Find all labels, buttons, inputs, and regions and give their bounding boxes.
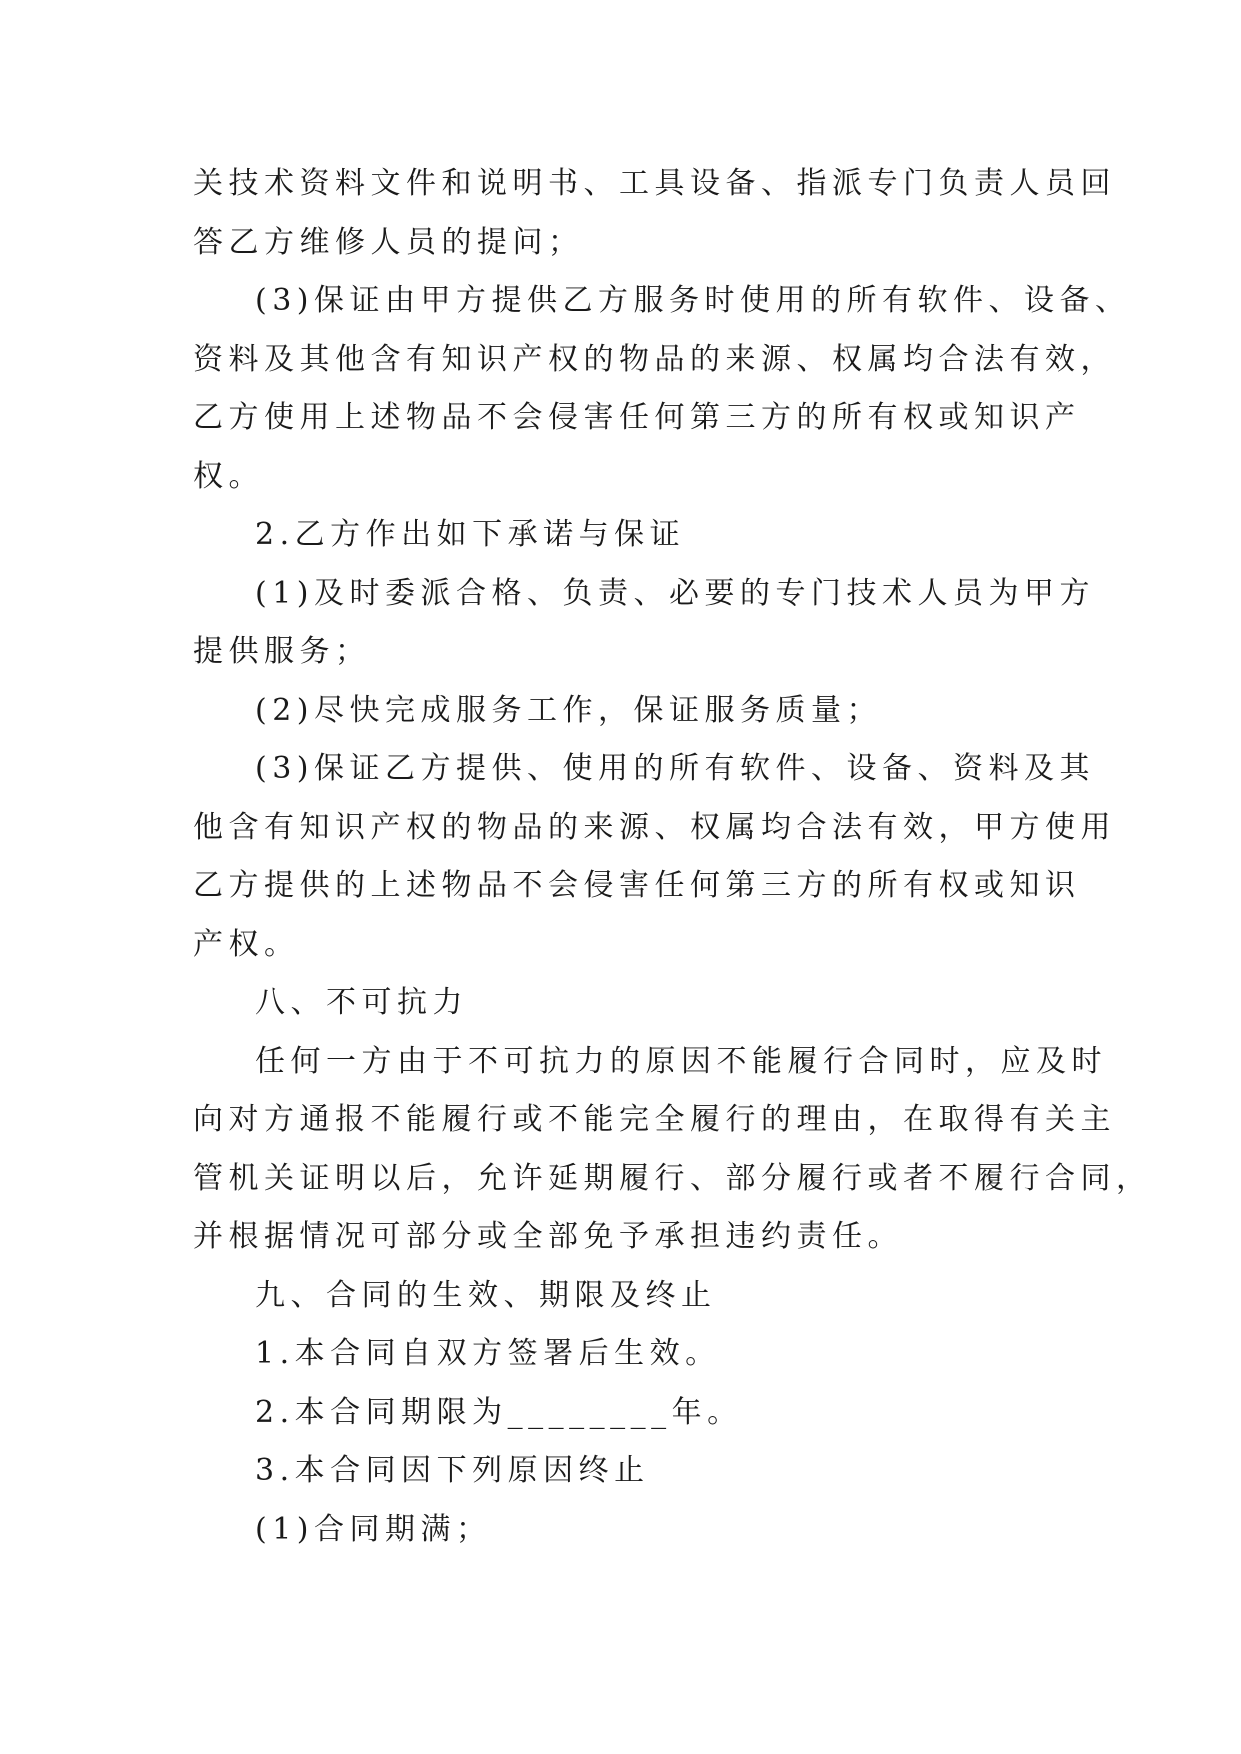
- text-line: (1)合同期满；: [255, 1511, 492, 1547]
- text-line: 乙方提供的上述物品不会侵害任何第三方的所有权或知识: [193, 868, 1081, 903]
- text-line: 答乙方维修人员的提问；: [193, 224, 584, 260]
- text-line: 资料及其他含有知识产权的物品的来源、权属均合法有效，: [193, 341, 1116, 377]
- text-line: 提供服务；: [193, 634, 371, 669]
- text-line: (2)尽快完成服务工作，保证服务质量；: [255, 692, 882, 728]
- section-heading: 九、合同的生效、期限及终止: [255, 1277, 717, 1313]
- document-body: [193, 155, 1152, 1559]
- text-line: 管机关证明以后，允许延期履行、部分履行或者不履行合同，: [193, 1160, 1152, 1196]
- text-line: 1.本合同自双方签署后生效。: [255, 1336, 721, 1371]
- section-heading: 八、不可抗力: [255, 985, 468, 1020]
- text-line: 关技术资料文件和说明书、工具设备、指派专门负责人员回: [193, 166, 1116, 201]
- text-line: 2.本合同期限为________年。: [255, 1394, 743, 1430]
- text-line: 乙方使用上述物品不会侵害任何第三方的所有权或知识产: [193, 400, 1081, 435]
- text-line: 他含有知识产权的物品的来源、权属均合法有效，甲方使用: [193, 809, 1116, 845]
- text-line: 2.乙方作出如下承诺与保证: [255, 517, 686, 552]
- text-line: 权。: [193, 458, 264, 494]
- text-line: (3)保证乙方提供、使用的所有软件、设备、资料及其: [255, 751, 1095, 786]
- text-line: (3)保证由甲方提供乙方服务时使用的所有软件、设备、: [255, 283, 1131, 318]
- text-line: 任何一方由于不可抗力的原因不能履行合同时，应及时: [255, 1043, 1107, 1079]
- text-line: (1)及时委派合格、负责、必要的专门技术人员为甲方: [255, 575, 1095, 611]
- text-line: 向对方通报不能履行或不能完全履行的理由，在取得有关主: [193, 1102, 1116, 1137]
- text-line: 3.本合同因下列原因终止: [255, 1453, 650, 1488]
- text-line: 并根据情况可部分或全部免予承担违约责任。: [193, 1219, 903, 1254]
- text-line: 产权。: [193, 926, 300, 962]
